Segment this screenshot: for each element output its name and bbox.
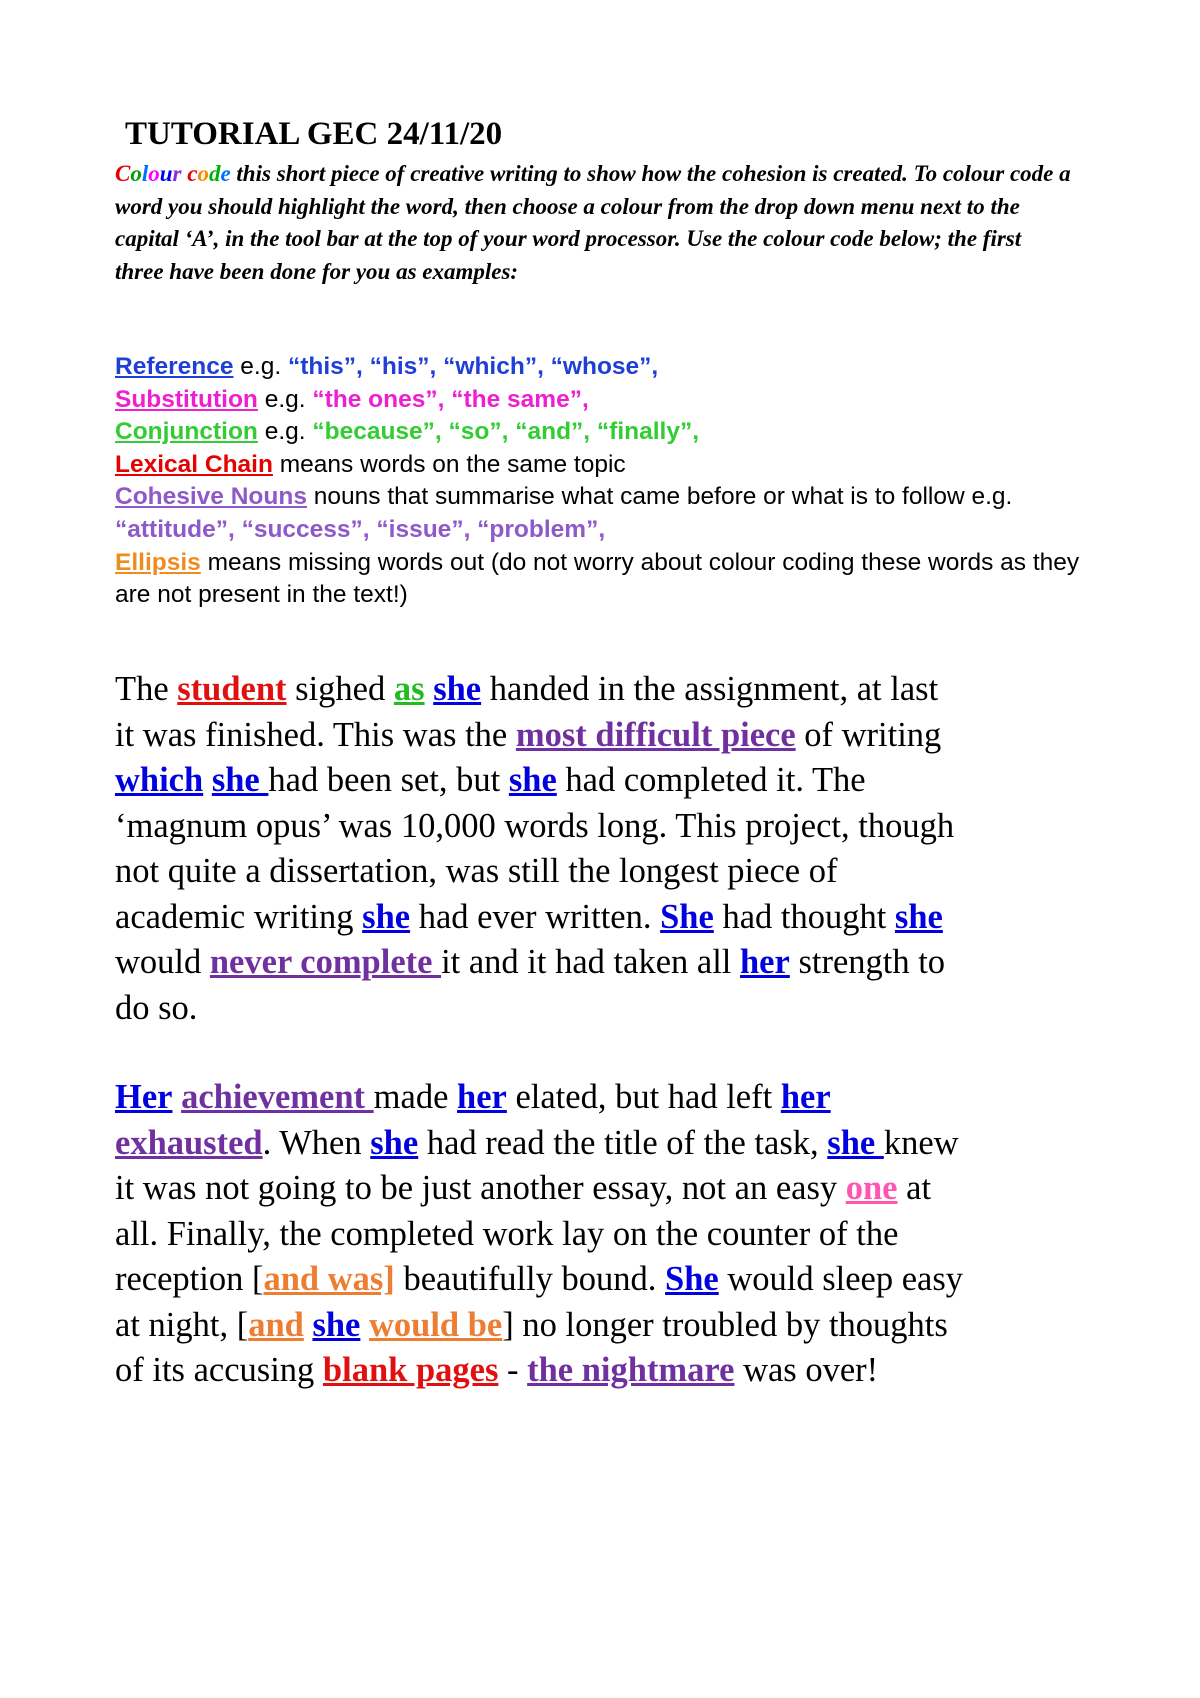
passage-text: sighed (286, 670, 394, 708)
legend-term: Reference (115, 353, 234, 380)
coded-word-lexical: student (177, 670, 287, 708)
coded-word-reference: she (894, 897, 943, 936)
coded-word-lexical: blank pages (322, 1351, 499, 1389)
passage-text: academic writing (115, 897, 363, 936)
passage-line (115, 1121, 1105, 1167)
passage-text: knew (883, 1123, 959, 1162)
passage-text: not quite a dissertation, was still the longest piece of (115, 852, 838, 890)
legend-row-conjunction (115, 416, 1095, 449)
rainbow-letter: c (187, 161, 198, 186)
passage-text (203, 761, 212, 799)
legend-description: means missing words out (do not worry about colour coding these words as they are not present in the text!) (115, 548, 1080, 609)
legend-row-ellipsis (115, 547, 1095, 612)
coded-word-reference: she (508, 761, 557, 799)
coded-word-reference: She (665, 1260, 719, 1298)
passage-text: beautifully bound. (394, 1260, 666, 1298)
passage-line (115, 895, 1105, 941)
instructions (115, 158, 1075, 288)
passage-line (115, 758, 1105, 804)
passage-line (115, 804, 1105, 850)
passage-text: had been set, but (268, 761, 509, 799)
legend-term: Cohesive Nouns (115, 483, 307, 511)
passage-line (115, 713, 1105, 759)
passage-text: it was not going to be just another essay, not an easy (115, 1169, 846, 1207)
legend-row-substitution (115, 384, 1095, 417)
legend-term: Lexical Chain (115, 450, 273, 478)
coded-word-cohesive: achievement (181, 1078, 374, 1116)
instructions-text: this short piece of creative writing to show how the cohesion is created. To colour code a word you should highlight the word, then choose a colour from the drop down menu next to the capital ‘A’, in the tool bar at the top of your word processor. Use the colour code below; the first three have been done for you as examples: (115, 161, 1071, 284)
rainbow-letter: o (148, 161, 160, 186)
passage-line (115, 1348, 1105, 1394)
rainbow-letter: l (141, 161, 149, 186)
legend-term: Substitution (115, 385, 258, 413)
passage-text: had ever written. (410, 897, 661, 936)
legend-examples: “this”, “his”, “which”, “whose”, (287, 353, 659, 380)
rainbow-letter: u (159, 161, 173, 186)
passage-text: was over! (734, 1351, 879, 1389)
passage-line (115, 986, 1105, 1032)
colour-code-legend (115, 351, 1095, 612)
passage-text: ] no longer troubled by thoughts (502, 1305, 948, 1344)
legend-row-cohesive (115, 481, 1095, 546)
coded-word-conjunction: as (393, 670, 425, 708)
passage-text: it was finished. This was the (115, 715, 516, 754)
legend-description: nouns that summarise what came before or what is to follow e.g. (306, 483, 1013, 511)
coded-word-reference: her (457, 1078, 507, 1116)
coded-word-reference: which (115, 761, 204, 799)
passage-text: strength to (789, 943, 946, 981)
passage-line (115, 940, 1105, 986)
coded-word-substitution: one (845, 1169, 898, 1207)
coded-word-reference: she (433, 670, 482, 708)
coded-word-reference: she (211, 761, 269, 799)
coded-word-ellipsis: and (248, 1305, 304, 1344)
passage-text: would (115, 943, 210, 981)
passage-paragraph-1 (115, 667, 1105, 1031)
passage-line (115, 1212, 1105, 1258)
rainbow-letter: C (115, 161, 131, 186)
passage-text (172, 1078, 181, 1116)
legend-row-lexical (115, 449, 1095, 482)
passage-line (115, 667, 1105, 713)
rainbow-letter: d (208, 161, 221, 186)
legend-examples: “because”, “so”, “and”, “finally”, (312, 418, 700, 446)
passage-text: handed in the assignment, at last (481, 670, 939, 708)
passage-line (115, 849, 1105, 895)
legend-examples: “the ones”, “the same”, (312, 385, 589, 413)
rainbow-letter: o (197, 161, 209, 186)
passage-text: of writing (795, 715, 942, 754)
legend-description: e.g. (257, 418, 313, 446)
legend-term: Conjunction (115, 418, 258, 446)
legend-description: means words on the same topic (272, 450, 626, 478)
legend-term: Ellipsis (115, 548, 201, 576)
coded-word-cohesive: never complete (209, 943, 442, 981)
passage-text: . When (262, 1123, 371, 1162)
passage-paragraph-2 (115, 1075, 1105, 1394)
legend-row-reference (115, 351, 1095, 384)
page-title: TUTORIAL GEC 24/11/20 (125, 116, 503, 152)
passage-text (360, 1306, 369, 1344)
coded-word-reference: she (312, 1305, 361, 1344)
passage-text: at night, [ (115, 1305, 249, 1344)
passage-text: at (897, 1169, 932, 1207)
passage-text: it and it had taken all (441, 943, 740, 981)
passage-line (115, 1303, 1105, 1349)
coded-word-reference: she (362, 897, 411, 936)
passage-line (115, 1075, 1105, 1121)
passage-text: had completed it. The (556, 761, 866, 799)
passage-text: elated, but had left (506, 1078, 781, 1116)
coded-word-cohesive: exhausted (115, 1123, 263, 1162)
coded-word-reference: Her (115, 1078, 173, 1116)
legend-description: e.g. (257, 385, 313, 413)
passage-text: - (498, 1351, 528, 1389)
legend-examples: “attitude”, “success”, “issue”, “problem”, (115, 515, 606, 543)
coded-word-reference: she (827, 1123, 884, 1162)
passage-line (115, 1166, 1105, 1212)
rainbow-letter: o (130, 161, 142, 186)
coded-word-cohesive: the nightmare (527, 1351, 735, 1389)
coded-word-ellipsis: would be (369, 1305, 503, 1344)
coded-word-reference: her (780, 1078, 831, 1116)
passage-text: would sleep easy (718, 1260, 964, 1298)
passage-text: of its accusing (115, 1351, 323, 1389)
rainbow-letter: e (220, 161, 231, 186)
legend-description: e.g. (233, 353, 288, 380)
coded-word-reference: her (740, 943, 790, 981)
passage-text: made (373, 1078, 458, 1116)
rainbow-letter: r (172, 161, 182, 186)
colour-code-heading (115, 161, 231, 186)
passage-text: The (115, 670, 178, 708)
coded-word-cohesive: most difficult piece (515, 715, 796, 754)
passage-text: do so. (115, 988, 198, 1027)
passage-text: ‘magnum opus’ was 10,000 words long. This project, though (115, 806, 955, 845)
passage-text: all. Finally, the completed work lay on the counter of the (115, 1214, 899, 1253)
passage-text: reception [ (115, 1260, 264, 1298)
passage-text (425, 670, 434, 708)
coded-word-reference: she (370, 1123, 419, 1162)
passage-line (115, 1257, 1105, 1303)
passage-text: had thought (713, 897, 895, 936)
coded-word-ellipsis: and was] (263, 1260, 395, 1298)
coded-word-reference: She (660, 897, 714, 936)
passage-text: had read the title of the task, (418, 1123, 828, 1162)
